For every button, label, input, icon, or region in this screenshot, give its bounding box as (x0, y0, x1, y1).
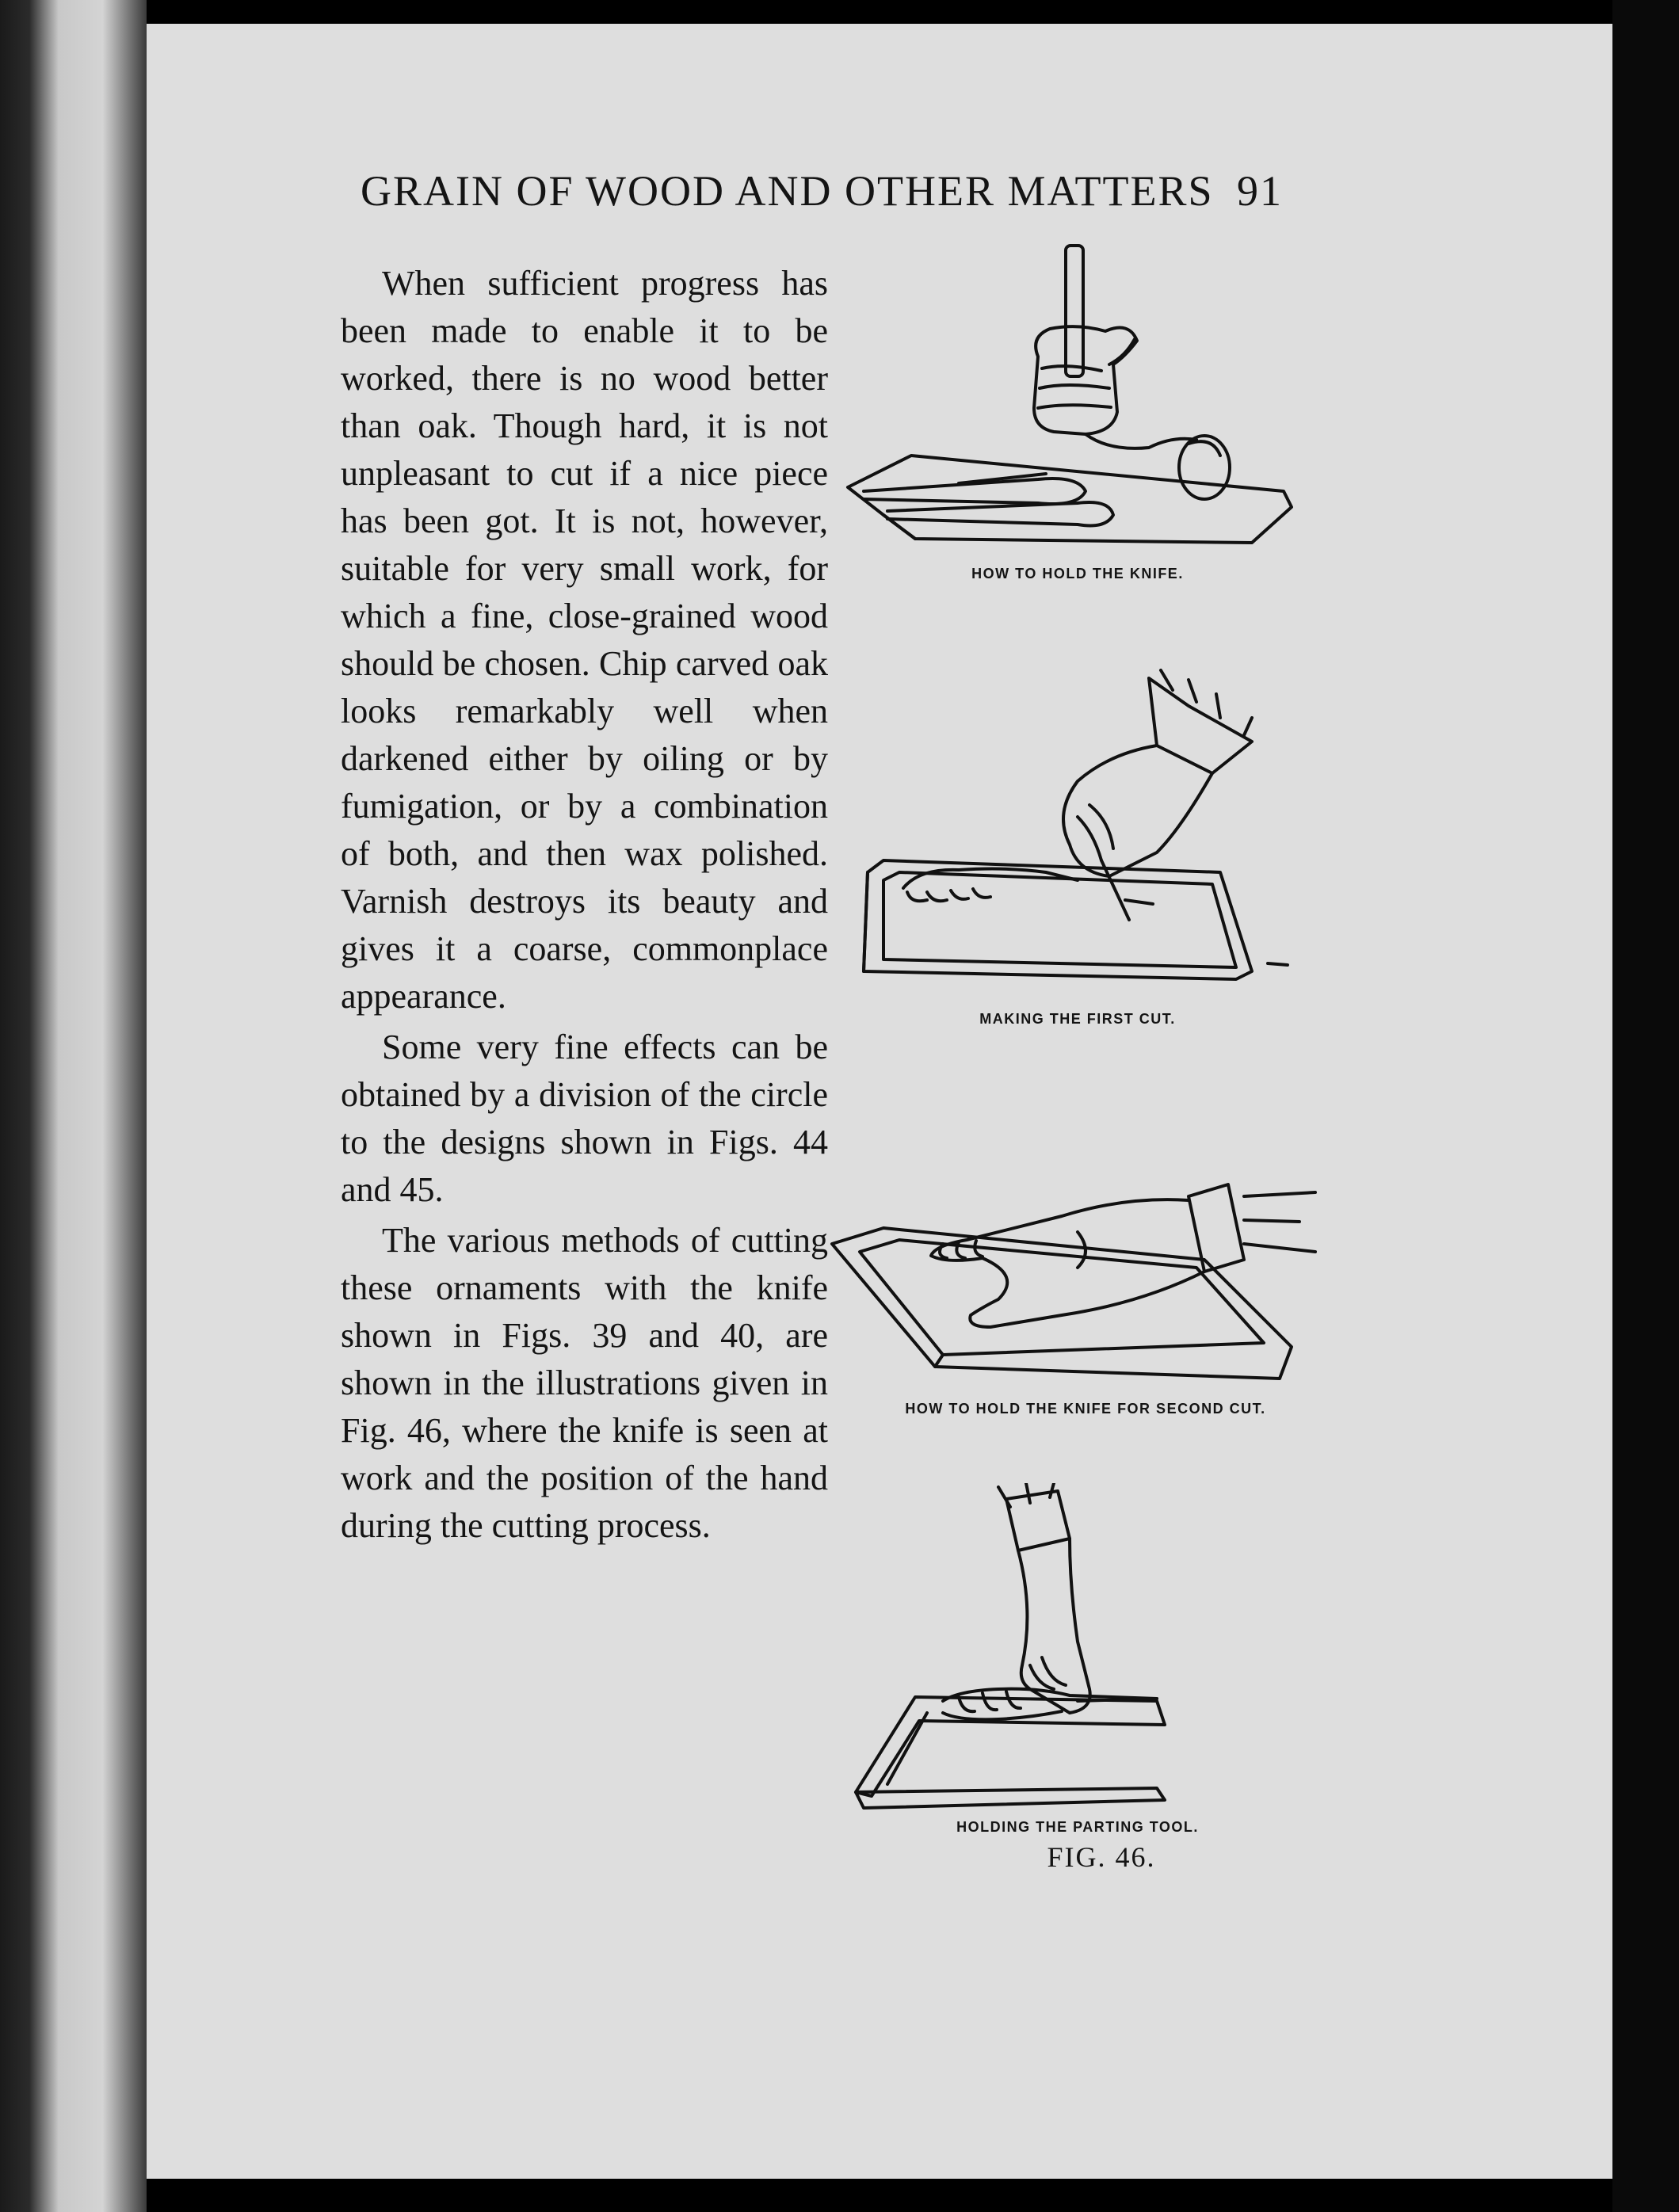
illustration-parting-tool (840, 1483, 1315, 1873)
figure-46 (840, 238, 1315, 1873)
illustration-first-cut (840, 662, 1315, 1106)
running-header (361, 166, 1343, 215)
book-edge-right (1612, 0, 1679, 2212)
figure-label: FIG. 46. (1047, 1841, 1156, 1873)
paragraph: When sufficient progress has been made to enable it to be worked, there is no wood better than oak. Though hard, it is not unpleasant to cut if a nice piece has been got. It is not, however, suitable for very small work, for which a fine, close-grained wood should be chosen. Chip carved oak looks remarkably well when darkened either by oiling or by fumigation, or by a combination of both, and then wax polished. Varnish destroys its beauty and gives it a coarse, commonplace appearance. (341, 264, 828, 1016)
illustration-hold-knife (840, 238, 1315, 586)
hand-making-first-cut-drawing (840, 662, 1315, 1011)
hand-holding-knife-drawing (840, 238, 1315, 570)
hand-holding-parting-tool-drawing (840, 1483, 1315, 1816)
paragraph: The various methods of cutting these ornaments with the knife shown in Figs. 39 and 40, are shown in the illustrations given in Fig. 46, where the knife is seen at work and the position of the hand during the cutting process. (341, 1221, 828, 1545)
paragraph: Some very fine effects can be obtained by a division of the circle to the designs shown in Figs. 44 and 45. (341, 1028, 828, 1209)
figure-caption: HOW TO HOLD THE KNIFE. (971, 566, 1184, 582)
page-number: 91 (1237, 167, 1284, 215)
figure-caption: HOW TO HOLD THE KNIFE FOR SECOND CUT. (905, 1401, 1266, 1417)
figure-caption: MAKING THE FIRST CUT. (979, 1011, 1176, 1027)
figure-caption: HOLDING THE PARTING TOOL. (956, 1819, 1199, 1835)
book-spine-left (0, 0, 147, 2212)
hand-holding-knife-second-cut-drawing (824, 1165, 1331, 1394)
illustration-second-cut (840, 1165, 1315, 1434)
running-header-title: GRAIN OF WOOD AND OTHER MATTERS (361, 167, 1214, 215)
body-text (341, 260, 828, 1553)
